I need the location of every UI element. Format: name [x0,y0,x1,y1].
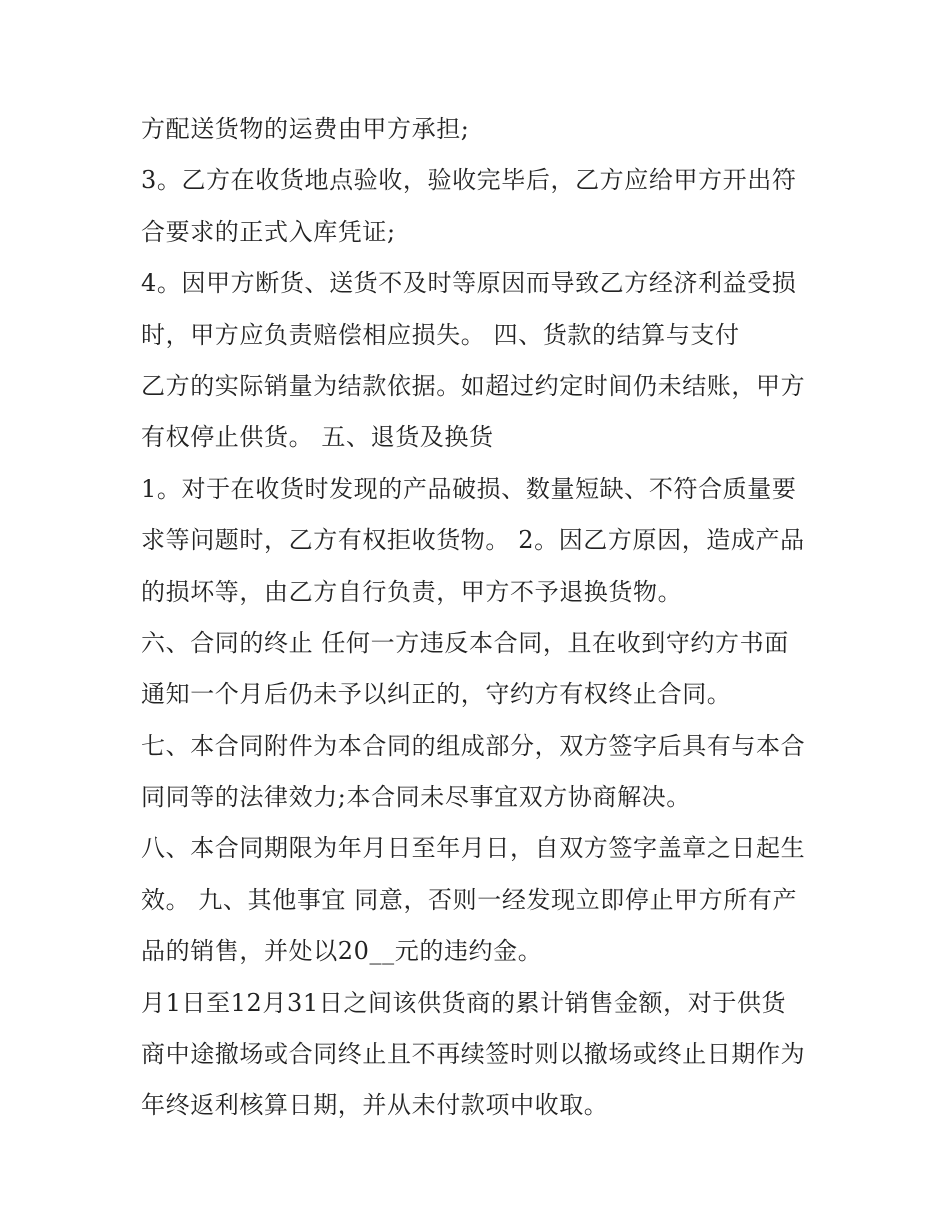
text-line: 同同等的法律效力;本合同未尽事宜双方协商解决。 [141,783,691,812]
text-line: 求等问题时，乙方有权拒收货物。 2。因乙方原因，造成产品 [141,526,805,555]
text-line: 的损坏等，由乙方自行负责，甲方不予退换货物。 [141,577,683,606]
text-line: 1。对于在收货时发现的产品破损、数量短缺、不符合质量要 [141,474,797,503]
text-line: 通知一个月后仍未予以纠正的，守约方有权终止合同。 [141,680,732,709]
text-line: 合要求的正式入库凭证; [141,217,396,246]
text-line: 效。 九、其他事宜 同意，否则一经发现立即停止甲方所有产 [141,885,798,914]
text-line: 月1日至12月31日之间该供货商的累计销售金额，对于供货 [141,988,787,1017]
text-line: 商中途撤场或合同终止且不再续签时则以撤场或终止日期作为 [141,1040,806,1069]
text-line: 品的销售，并处以20__元的违约金。 [141,937,543,966]
text-line: 八、本合同期限为年月日至年月日，自双方签字盖章之日起生 [141,834,806,863]
text-line: 方配送货物的运费由甲方承担; [141,115,470,143]
text-line: 有权停止供货。 五、退货及换货 [141,423,494,452]
text-line: 时，甲方应负责赔偿相应损失。 四、货款的结算与支付 [141,320,740,349]
text-line: 乙方的实际销量为结款依据。如超过约定时间仍未结账，甲方 [141,371,806,400]
text-line: 4。因甲方断货、送货不及时等原因而导致乙方经济利益受损 [141,269,797,298]
document-body [141,104,821,1132]
text-line: 七、本合同附件为本合同的组成部分，双方签字后具有与本合 [141,731,806,760]
text-line: 六、合同的终止 任何一方违反本合同，且在收到守约方书面 [141,628,789,657]
text-line: 年终返利核算日期，并从未付款项中收取。 [141,1091,609,1120]
text-line: 3。乙方在收货地点验收，验收完毕后，乙方应给甲方开出符 [141,166,797,195]
